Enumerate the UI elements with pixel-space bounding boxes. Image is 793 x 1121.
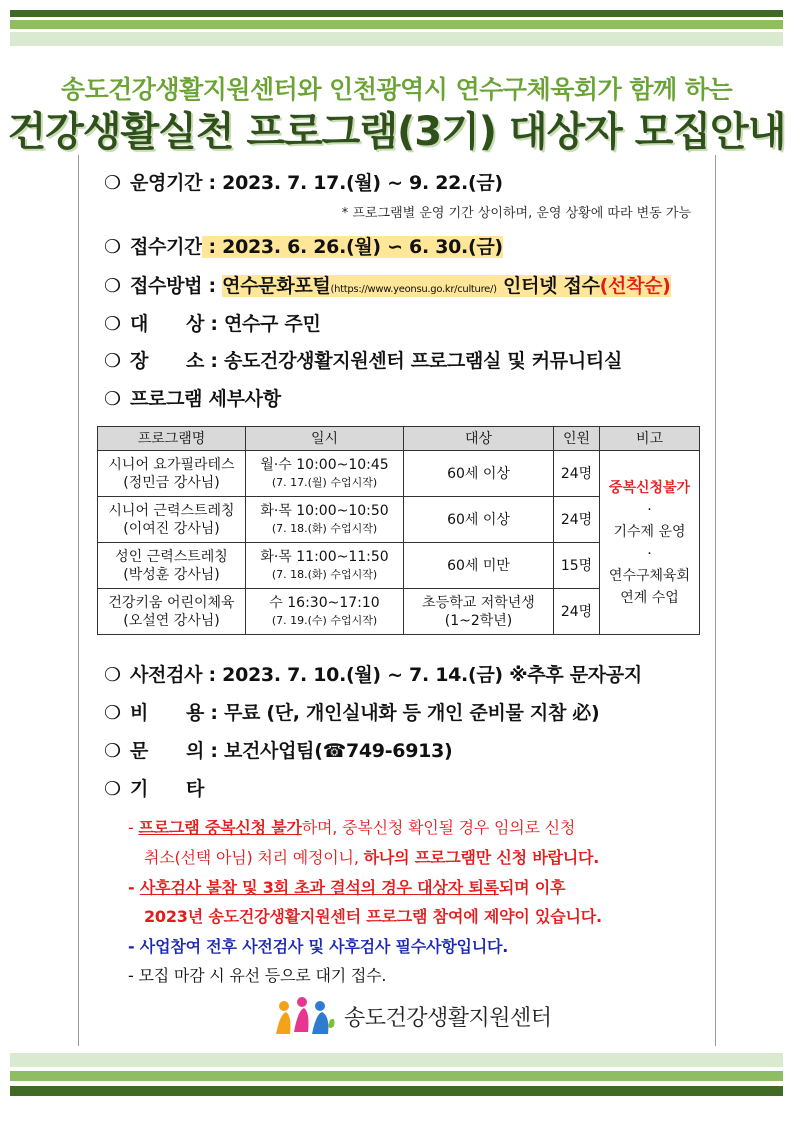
note-absence-2: 2023년 송도건강생활지원센터 프로그램 참여에 제약이 있습니다. — [144, 907, 602, 926]
note-absence: - 사후검사 불참 및 3회 초과 결석의 경우 대상자 퇴록되며 이후 — [128, 878, 566, 897]
table-header: 인원 — [554, 427, 600, 451]
note-waitlist: - 모집 마감 시 유선 등으로 대기 접수. — [128, 966, 387, 985]
table-row: 시니어 요가필라테스 (정민금 강사님) 월·수 10:00~10:45 (7. 17.(월) 수업시작) 60세 이상 24명 중복신청불가 · 기수제 운영 · 연수구체육회 연계 수업 — [98, 451, 700, 497]
center-logo — [272, 996, 552, 1036]
table-header: 프로그램명 — [98, 427, 246, 451]
row-period: ❍ 운영기간 : 2023. 7. 17.(월) ~ 9. 22.(금) — [104, 172, 503, 194]
bottom-band-dark — [10, 1086, 783, 1096]
reception-value: 2023. 6. 26.(월) ∽ 6. 30.(금) — [222, 236, 503, 258]
table-header: 일시 — [246, 427, 404, 451]
program-table — [97, 426, 700, 635]
note-duplicate-2: 취소(선택 아님) 처리 예정이니, 하나의 프로그램만 신청 바랍니다. — [144, 848, 600, 867]
circle-bullet-icon: ❍ — [104, 350, 121, 372]
header-subtitle: 송도건강생활지원센터와 인천광역시 연수구체육회가 함께 하는 — [60, 75, 733, 104]
portal-name: 연수문화포털 — [222, 275, 331, 297]
page-title: 건강생활실천 프로그램(3기) 대상자 모집안내 — [7, 109, 786, 155]
row-place: ❍ 장 소 : 송도건강생활지원센터 프로그램실 및 커뮤니티실 — [104, 350, 623, 372]
circle-bullet-icon: ❍ — [104, 313, 121, 335]
row-reception: ❍ 접수기간 : 2023. 6. 26.(월) ∽ 6. 30.(금) — [104, 236, 503, 258]
row-pretest: ❍ 사전검사 : 2023. 7. 10.(월) ~ 7. 14.(금) ※추후 문자공지 — [104, 664, 642, 686]
bottom-band-light — [10, 1071, 783, 1081]
circle-bullet-icon: ❍ — [104, 664, 121, 686]
row-target: ❍ 대 상 : 연수구 주민 — [104, 313, 321, 335]
circle-bullet-icon: ❍ — [104, 275, 121, 297]
bottom-band-pale — [10, 1053, 783, 1067]
circle-bullet-icon: ❍ — [104, 778, 121, 800]
note-duplicate: - 프로그램 중복신청 불가하며, 중복신청 확인될 경우 임의로 신청 — [128, 818, 576, 837]
remarks-cell: 중복신청불가 · 기수제 운영 · 연수구체육회 연계 수업 — [600, 451, 700, 635]
circle-bullet-icon: ❍ — [104, 740, 121, 762]
first-come-label: (선착순) — [599, 275, 671, 297]
top-band-pale — [10, 32, 783, 46]
period-value: 2023. 7. 17.(월) ~ 9. 22.(금) — [222, 172, 503, 194]
circle-bullet-icon: ❍ — [104, 388, 121, 410]
portal-url: (https://www.yeonsu.go.kr/culture/) — [330, 284, 497, 295]
table-header: 대상 — [404, 427, 554, 451]
circle-bullet-icon: ❍ — [104, 172, 121, 194]
row-inquiry: ❍ 문 의 : 보건사업팀(☎749-6913) — [104, 740, 453, 762]
table-row: 성인 근력스트레칭 (박성훈 강사님) 화·목 11:00~11:50 (7. 18.(화) 수업시작) 60세 미만 15명 — [98, 543, 700, 589]
center-logo-text: 송도건강생활지원센터 — [344, 1005, 552, 1031]
circle-bullet-icon: ❍ — [104, 236, 121, 258]
row-etc: ❍ 기 타 — [104, 778, 204, 800]
table-row: 시니어 근력스트레칭 (이여진 강사님) 화·목 10:00~10:50 (7. 18.(화) 수업시작) 60세 이상 24명 — [98, 497, 700, 543]
period-note: * 프로그램별 운영 기간 상이하며, 운영 상황에 따라 변동 가능 — [341, 206, 691, 221]
row-method: ❍ 접수방법 : 연수문화포털(https://www.yeonsu.go.kr/culture/) 인터넷 접수(선착순) — [104, 275, 671, 297]
row-details: ❍ 프로그램 세부사항 — [104, 388, 281, 410]
people-logo-icon — [272, 996, 338, 1036]
top-band-dark — [10, 10, 783, 17]
table-header-row — [98, 427, 700, 451]
table-row: 건강키움 어린이체육 (오설연 강사님) 수 16:30~17:10 (7. 19.(수) 수업시작) 초등학교 저학년생 (1~2학년) 24명 — [98, 589, 700, 635]
top-band-light — [10, 20, 783, 29]
row-cost: ❍ 비 용 : 무료 (단, 개인실내화 등 개인 준비물 지참 必) — [104, 702, 600, 724]
circle-bullet-icon: ❍ — [104, 702, 121, 724]
table-header: 비고 — [600, 427, 700, 451]
note-required-tests: - 사업참여 전후 사전검사 및 사후검사 필수사항입니다. — [128, 937, 509, 956]
